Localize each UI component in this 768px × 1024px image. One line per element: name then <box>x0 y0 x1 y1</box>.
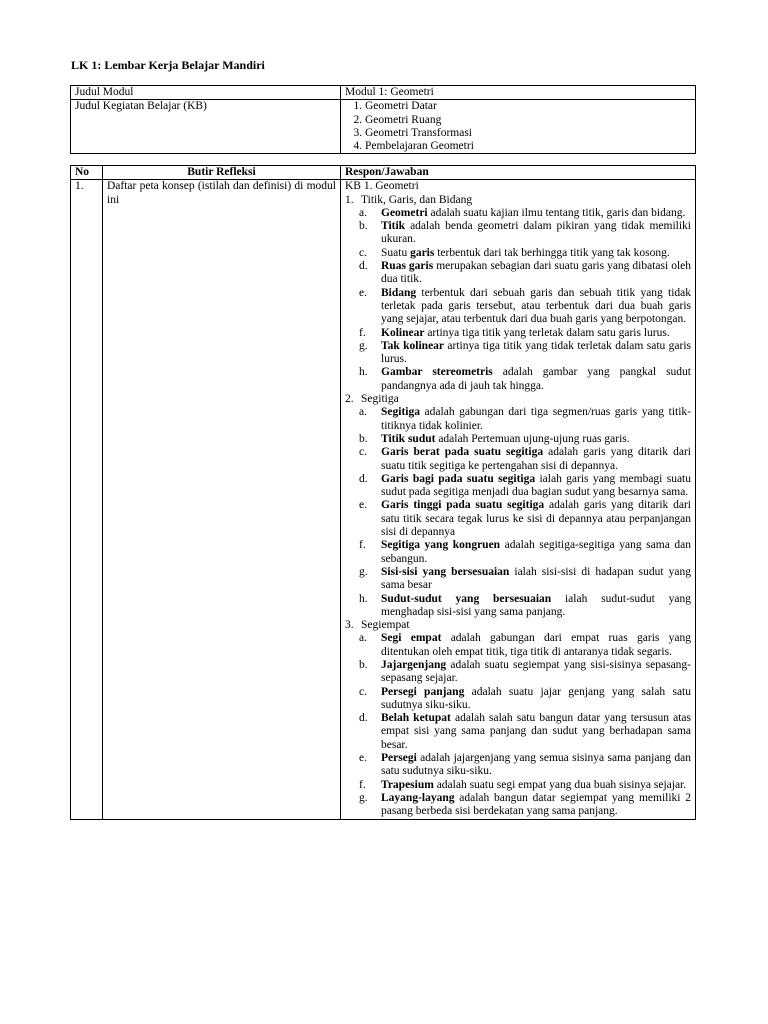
item-letter: g. <box>359 339 368 352</box>
item-text <box>381 446 691 473</box>
list-item <box>359 247 691 260</box>
kb-row <box>71 100 696 154</box>
item-letter: e. <box>359 499 367 512</box>
definition: merupakan sebagian dari suatu garis yang dibatasi oleh dua titik. <box>381 260 691 286</box>
item-letter: b. <box>359 432 368 445</box>
item-letter: b. <box>359 220 368 233</box>
term: Sudut-sudut yang bersesuaian <box>381 592 552 605</box>
kb-list-cell <box>341 100 696 154</box>
term: Titik sudut <box>381 432 436 445</box>
definition: artinya tiga titik yang terletak dalam satu garis lurus. <box>424 326 670 339</box>
definition: adalah Pertemuan ujung-ujung ruas garis. <box>435 432 630 445</box>
list-item <box>359 340 691 367</box>
list-item <box>359 473 691 500</box>
item-letter: a. <box>359 206 367 219</box>
list-item <box>359 366 691 393</box>
item-text <box>381 207 691 220</box>
term: Titik <box>381 220 406 233</box>
term: Geometri <box>381 206 428 219</box>
definition: terbentuk dari tak berhingga titik yang tak kosong. <box>434 246 670 259</box>
term: Jajargenjang <box>381 658 447 671</box>
term: Segitiga <box>381 406 420 419</box>
definition: adalah garis yang ditarik dari satu titik secara tegak lurus ke sisi di depannya atau perpanjangan sisi di depannya <box>381 499 691 539</box>
definition: adalah benda geometri dalam pikiran yang tidak memiliki ukuran. <box>381 220 691 246</box>
section-number: 3. <box>345 619 354 632</box>
item-text <box>381 366 691 393</box>
definition: adalah segitiga-segitiga yang sama dan sebangun. <box>381 539 691 565</box>
definition: adalah suatu segi empat yang dua buah sisinya sejajar. <box>433 778 687 791</box>
item-letter: c. <box>359 246 367 259</box>
item-text <box>381 593 691 620</box>
item-letter: e. <box>359 286 367 299</box>
definition: terbentuk dari sebuah garis dan sebuah titik yang tidak terletak pada garis tersebut, atau terbentuk dari dua buah garis yang sejajar, atau terbentuk dari dua buah garis yang berpotongan. <box>381 286 691 326</box>
definition-list <box>345 632 691 818</box>
section-number: 1. <box>345 193 354 206</box>
term: Segi empat <box>381 632 442 645</box>
item-text <box>381 499 691 539</box>
kb-item: 2. Geometri Ruang <box>365 114 691 127</box>
definition: adalah garis yang ditarik dari suatu titik segitiga ke pertengahan sisi di depannya. <box>381 446 691 472</box>
term: Garis berat pada suatu segitiga <box>381 446 544 459</box>
item-text <box>381 406 691 433</box>
kb-item: 4. Pembelajaran Geometri <box>365 140 691 153</box>
list-item <box>359 499 691 539</box>
term: Gambar stereometris <box>381 366 493 379</box>
item-letter: e. <box>359 752 367 765</box>
term: garis <box>410 246 435 259</box>
term: Bidang <box>381 286 417 299</box>
section-title: Titik, Garis, dan Bidang <box>361 193 473 206</box>
item-letter: f. <box>359 778 366 791</box>
list-item <box>359 659 691 686</box>
section <box>345 194 691 393</box>
item-letter: a. <box>359 406 367 419</box>
kb-item: 3. Geometri Transformasi <box>365 127 691 140</box>
term: Ruas garis <box>381 260 434 273</box>
response-cell <box>341 180 696 819</box>
item-letter: d. <box>359 260 368 273</box>
definition-list <box>345 207 691 393</box>
list-item <box>359 207 691 220</box>
section-number: 2. <box>345 393 354 406</box>
item-letter: a. <box>359 632 367 645</box>
definition: adalah bangun datar segiempat yang memiliki 2 pasang berbeda sisi berdekatan yang sama panjang. <box>381 791 691 818</box>
term: Persegi <box>381 752 417 765</box>
item-text <box>381 686 691 713</box>
list-item <box>359 686 691 713</box>
list-item <box>359 287 691 327</box>
module-info-table <box>70 85 696 154</box>
definition: adalah gambar yang pangkal sudut pandangnya ada di jauh tak hingga. <box>381 366 692 392</box>
list-item <box>359 406 691 433</box>
term: Garis bagi pada suatu segitiga <box>381 472 536 485</box>
item-letter: h. <box>359 366 368 379</box>
item-letter: d. <box>359 712 368 725</box>
sections-container <box>345 194 691 819</box>
list-item <box>359 752 691 779</box>
list-item <box>359 446 691 473</box>
item-text <box>381 433 691 446</box>
item-text <box>381 779 691 792</box>
term: Trapesium <box>381 778 434 791</box>
term: Persegi panjang <box>381 685 465 698</box>
item-text <box>381 473 691 500</box>
section-title: Segiempat <box>361 619 410 632</box>
kb-list <box>345 100 691 153</box>
definition: adalah suatu segiempat yang sisi-sisinya sepasang-sepasang sejajar. <box>381 658 691 685</box>
list-item <box>359 792 691 819</box>
table-header-row <box>71 166 696 180</box>
item-text <box>381 260 691 287</box>
definition-list <box>345 406 691 619</box>
item-letter: c. <box>359 685 367 698</box>
item-text <box>381 539 691 566</box>
item-letter: d. <box>359 472 368 485</box>
list-item <box>359 632 691 659</box>
item-text <box>381 659 691 686</box>
judul-modul-label: Judul Modul <box>71 86 341 100</box>
list-item <box>359 566 691 593</box>
reflection-table <box>70 165 696 820</box>
definition: adalah jajargenjang yang semua sisinya sama panjang dan satu sudutnya siku-siku. <box>381 752 691 778</box>
table-row <box>71 180 696 819</box>
kb-heading: KB 1. Geometri <box>345 180 419 193</box>
term: Segitiga yang kongruen <box>381 539 501 552</box>
butir-text: Daftar peta konsep (istilah dan definisi) di modul ini <box>103 180 341 819</box>
term: Layang-layang <box>381 791 455 804</box>
definition: ialah garis yang membagi suatu sudut pada segitiga menjadi dua bagian sudut yang besarnya sama. <box>381 472 691 499</box>
definition: ialah sisi-sisi di hadapan sudut yang sama besar <box>381 565 691 592</box>
definition: adalah salah satu bangun datar yang tersusun atas empat sisi yang sama panjang dan sudut yang berhadapan sama besar. <box>381 712 691 751</box>
list-item <box>359 712 691 752</box>
kb-item: 1. Geometri Datar <box>365 100 691 113</box>
section-heading <box>345 393 691 406</box>
item-text <box>381 792 691 819</box>
col-header-no: No <box>71 166 103 180</box>
list-item <box>359 779 691 792</box>
definition: adalah gabungan dari tiga segmen/ruas garis yang titik-titiknya tidak kolinier. <box>381 406 691 432</box>
item-letter: b. <box>359 658 368 671</box>
item-letter: f. <box>359 539 366 552</box>
section <box>345 619 691 818</box>
item-text <box>381 287 691 327</box>
row-number: 1. <box>71 180 103 819</box>
list-item <box>359 539 691 566</box>
document-title: LK 1: Lembar Kerja Belajar Mandiri <box>71 58 265 72</box>
item-text <box>381 632 691 659</box>
definition: adalah suatu kajian ilmu tentang titik, garis dan bidang. <box>427 206 686 219</box>
col-header-butir: Butir Refleksi <box>103 166 341 180</box>
term-prefix: Suatu <box>381 246 411 259</box>
item-letter: g. <box>359 791 368 804</box>
term: Sisi-sisi yang bersesuaian <box>381 565 510 578</box>
judul-modul-value: Modul 1: Geometri <box>341 86 696 100</box>
list-item <box>359 260 691 287</box>
item-text <box>381 340 691 367</box>
judul-kb-label: Judul Kegiatan Belajar (KB) <box>71 100 341 154</box>
item-text <box>381 220 691 247</box>
item-letter: g. <box>359 565 368 578</box>
item-text <box>381 327 691 340</box>
section-title: Segitiga <box>361 393 399 406</box>
term: Kolinear <box>381 326 425 339</box>
item-letter: c. <box>359 446 367 459</box>
section-heading <box>345 194 691 207</box>
list-item <box>359 433 691 446</box>
definition: adalah suatu jajar genjang yang salah satu sudutnya siku-siku. <box>381 685 692 711</box>
item-text <box>381 566 691 593</box>
item-letter: f. <box>359 326 366 339</box>
col-header-respon: Respon/Jawaban <box>341 166 696 180</box>
term: Belah ketupat <box>381 712 451 725</box>
term: Garis tinggi pada suatu segitiga <box>381 499 545 512</box>
list-item <box>359 327 691 340</box>
section <box>345 393 691 619</box>
item-text <box>381 247 691 260</box>
definition: ialah sudut-sudut yang menghadap sisi-sisi yang sama panjang. <box>381 592 692 618</box>
item-letter: h. <box>359 592 368 605</box>
list-item <box>359 593 691 620</box>
module-row <box>71 86 696 100</box>
item-text <box>381 712 691 752</box>
list-item <box>359 220 691 247</box>
item-text <box>381 752 691 779</box>
term: Tak kolinear <box>381 339 445 352</box>
definition: adalah gabungan dari empat ruas garis yang ditentukan oleh empat titik, tiga titik di antaranya tidak segaris. <box>381 632 692 658</box>
section-heading <box>345 619 691 632</box>
definition: artinya tiga titik yang tidak terletak dalam satu garis lurus. <box>381 339 691 366</box>
